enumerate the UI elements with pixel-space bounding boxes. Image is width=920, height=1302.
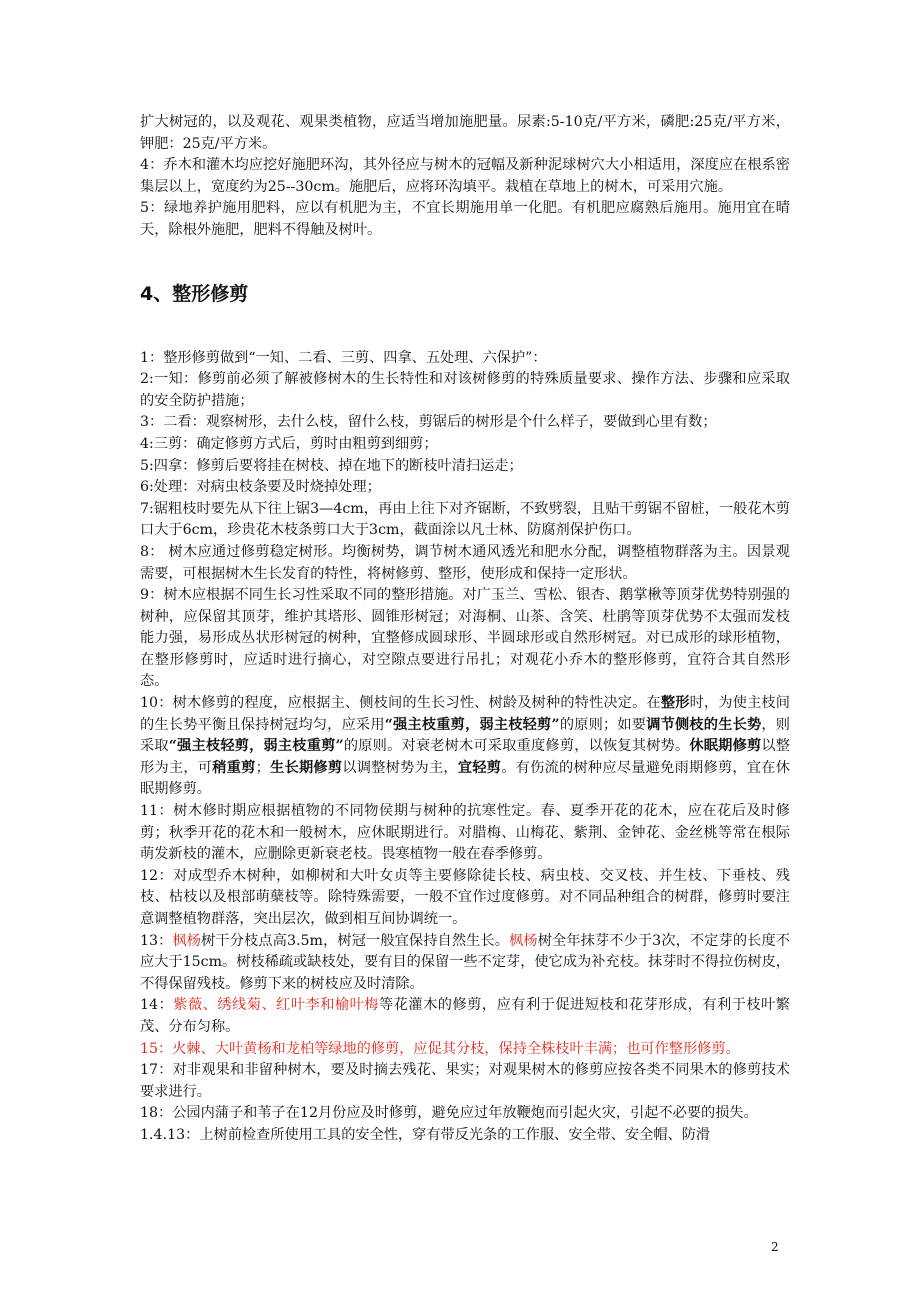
item-14 [140, 995, 790, 1038]
item-10-text: ，则采取 [140, 716, 790, 755]
item-10-text: 10：树木修剪的程度，应根据主、侧枝间的生长习性、树龄及树种的特性决定。在 [140, 695, 661, 712]
item-10-text: 以调整树势为主， [342, 759, 458, 776]
document-body [140, 112, 790, 1147]
item-10-bold: “强主枝轻剪，弱主枝重剪” [168, 738, 344, 755]
item-15: 15：火棘、大叶黄杨和龙柏等绿地的修剪，应促其分枝，保持全株枝叶丰满；也可作整形修剪。 [140, 1040, 740, 1057]
item-10-bold: “强主枝重剪，弱主枝轻剪” [384, 716, 560, 733]
item-6: 6:处理：对病虫枝条要及时烧掉处理； [140, 479, 381, 496]
paragraph-fertilizer-ditch: 4：乔木和灌木均应挖好施肥环沟，其外径应与树木的冠幅及新种泥球树穴大小相适用，深度应在根系密集层以上，宽度约为25--30cm。施肥后，应将环沟填平。栽植在草地上的树木，可采用穴施。 [140, 157, 790, 195]
item-14-text: 14： [140, 997, 174, 1014]
paragraph-fertilizer-amount: 扩大树冠的，以及观花、观果类植物，应适当增加施肥量。尿素:5-10克/平方米，磷肥:25克/平方米，钾肥：25克/平方米。 [140, 114, 790, 152]
item-10-bold: 调节侧枝的生长势 [646, 716, 762, 733]
item-8: 8： 树木应通过修剪稳定树形。均衡树势，调节树木通风透光和肥水分配，调整植物群落为主。因景观需要，可根据树木生长发育的特性，将树修剪、整形，使形成和保持一定形状。 [140, 543, 790, 582]
item-10-bold: 宜轻剪 [457, 759, 502, 776]
item-14-highlight: 紫薇、绣线菊、红叶李和榆叶梅 [173, 997, 380, 1014]
paragraph-fertilizer-type: 5：绿地养护施用肥料，应以有机肥为主，不宜长期施用单一化肥。有机肥应腐熟后施用。施用宜在晴天，除根外施肥，肥料不得触及树叶。 [140, 200, 790, 238]
item-18: 18：公园内蒲子和苇子在12月份应及时修剪，避免应过年放鞭炮而引起火灾，引起不必要的损失。 [140, 1105, 758, 1122]
item-13-highlight: 枫杨 [172, 932, 202, 949]
item-7: 7:锯粗枝时要先从下往上锯3—4cm，再由上往下对齐锯断，不致劈裂，且贴干剪锯不留桩，一般花木剪口大于6cm，珍贵花木枝条剪口大于3cm，截面涂以凡士林、防腐剂保护伤口。 [140, 500, 790, 539]
item-14-text: 等花灌木的修剪，应有利于促进短枝和花芽形成，有利于枝叶繁茂、分布匀称。 [140, 997, 790, 1035]
item-13-text: 树全年抹芽不少于3次，不定芽的长度不应大于15cm。树枝稀疏或缺枝处，要有目的保留一些不定芽，使它成为补充枝。抹芽时不得拉伤树皮，不得保留残枝。修剪下来的树枝应及时清除。 [140, 932, 790, 992]
item-9: 9：树木应根据不同生长习性采取不同的整形措施。对广玉兰、雪松、银杏、鹅掌楸等顶芽优势特别强的树种，应保留其顶芽，维护其塔形、圆锥形树冠；对海桐、山茶、含笑、杜鹃等顶芽优势不太强而发枝能力强，易形成丛状形树冠的树种，宜整修成圆球形、半圆球形或自然形树冠。对已成形的球形植物，在整形修剪时，应适时进行摘心，对空隙点要进行吊扎；对观花小乔木的整形修剪，宜符合其自然形态。 [140, 587, 790, 690]
item-10-bold: 稍重剪 [212, 759, 256, 776]
item-10-bold: 生长期修剪 [269, 759, 343, 776]
item-1: 1：整形修剪做到“一知、二看、三剪、四拿、五处理、六保护”： [140, 349, 547, 366]
item-13 [140, 931, 790, 996]
section-heading: 4、整形修剪 [140, 282, 249, 305]
item-2: 2:一知：修剪前必须了解被修树木的生长特性和对该树修剪的特殊质量要求、操作方法、步骤和应采取的安全防护措施； [140, 371, 790, 409]
item-safety: 1.4.13：上树前检查所使用工具的安全性，穿有带反光条的工作服、安全带、安全帽、防滑 [140, 1126, 711, 1143]
item-13-text: 13： [140, 932, 173, 949]
item-10 [140, 693, 790, 801]
item-10-text: 时，为使主枝间的生长势平衡且保持树冠均匀，应采用 [140, 695, 790, 733]
item-13-highlight: 枫杨 [509, 932, 538, 949]
item-10-text: 的原则。对衰老树木可采取重度修剪，以恢复其树势。 [343, 738, 690, 755]
item-17: 17：对非观果和非留种树木，要及时摘去残花、果实；对观果树木的修剪应按各类不同果木的修剪技术要求进行。 [140, 1062, 790, 1100]
item-12: 12：对成型乔木树种，如柳树和大叶女贞等主要修除徒长枝、病虫枝、交叉枝、并生枝、下垂枝、残枝、枯枝以及根部萌蘖枝等。除特殊需要，一般不宜作过度修剪。对不同品种组合的树群，修剪时要注意调整植物群落，突出层次，做到相互间协调统一。 [140, 867, 790, 927]
item-10-text: 。有伤流的树种应尽量避免雨期修剪，宜在休眠期修剪。 [140, 759, 790, 798]
item-10-bold: 休眠期修剪 [689, 738, 762, 755]
page-number: 2 [771, 1240, 779, 1254]
item-11: 11：树木修时期应根据植物的不同物侯期与树种的抗寒性定。春、夏季开花的花木，应在花后及时修剪；秋季开花的花木和一般树木，应休眠期进行。对腊梅、山梅花、紫荆、金钟花、金丝桃等常在根际萌发新枝的灌木，应删除更新衰老枝。畏寒植物一般在春季修剪。 [140, 803, 790, 863]
item-10-bold: 整形 [660, 695, 690, 712]
item-3: 3：二看：观察树形，去什么枝，留什么枝，剪锯后的树形是个什么样子，要做到心里有数； [140, 414, 717, 431]
item-10-text: 以整形为主，可 [140, 738, 790, 776]
item-13-text: 树干分枝点高3.5m，树冠一般宜保持自然生长。 [201, 932, 510, 949]
item-10-text: 的原则；如要 [559, 716, 647, 733]
item-4: 4:三剪：确定修剪方式后，剪时由粗剪到细剪； [140, 435, 438, 452]
item-5: 5:四拿：修剪后要将挂在树枝、掉在地下的断枝叶清扫运走； [140, 457, 523, 474]
item-10-text: ； [255, 759, 270, 776]
